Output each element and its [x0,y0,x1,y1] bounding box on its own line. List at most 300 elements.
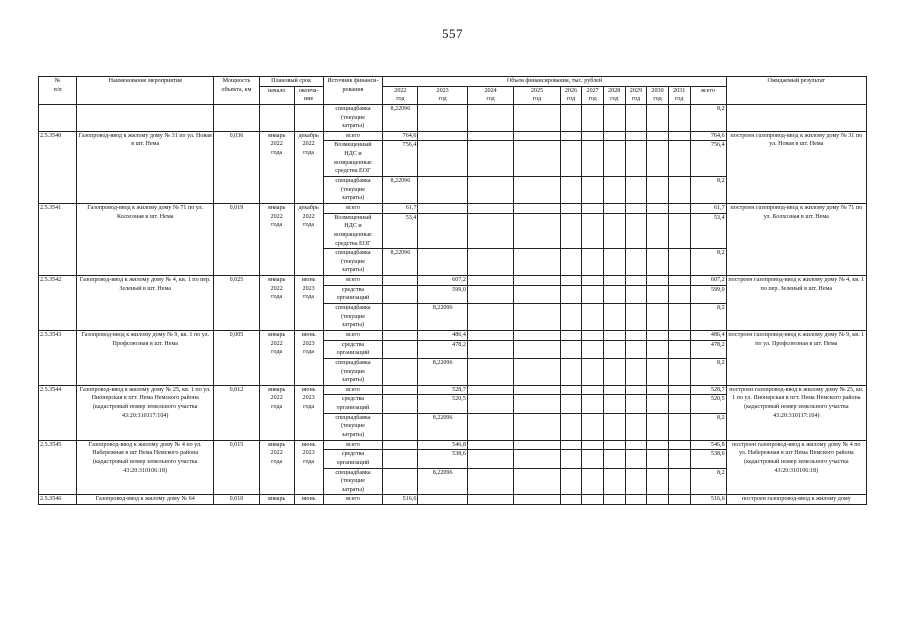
empty-cell [560,177,582,204]
empty-cell [514,213,560,249]
empty-cell [418,213,467,249]
total-cell: 53,4 [690,213,726,249]
empty-cell [603,131,625,141]
empty-cell [603,495,625,505]
empty-cell [647,104,669,131]
header-year: 2026 год [560,86,582,104]
record-start: январь 2022 года [259,276,294,331]
empty-cell [668,203,690,213]
header-year: 2022 год [383,86,418,104]
empty-cell [467,468,513,495]
empty-cell [560,468,582,495]
empty-cell [582,249,604,276]
header-year: 2025 год [514,86,560,104]
record-end: июнь [294,495,323,505]
empty-cell [467,395,513,413]
total-cell: 61,7 [690,203,726,213]
source-cell: средства организаций [323,450,383,468]
source-cell: средства организаций [323,395,383,413]
empty-cell [603,304,625,331]
header-year: 2028 год [603,86,625,104]
empty-cell [668,285,690,303]
empty-cell [294,104,323,131]
empty-cell [603,177,625,204]
header-funding: Объем финансирования, тыс. рублей [383,77,726,87]
empty-cell [582,468,604,495]
empty-cell [625,340,647,358]
header-year: 2024 год [467,86,513,104]
record-number: 2.5.3542 [39,276,77,331]
empty-cell [647,358,669,385]
empty-cell [668,413,690,440]
empty-cell [582,495,604,505]
source-cell: всего [323,495,383,505]
value-cell: 764,6 [383,131,418,141]
empty-cell [383,413,418,440]
empty-cell [668,450,690,468]
empty-cell [467,495,513,505]
empty-cell [603,285,625,303]
source-cell: всего [323,131,383,141]
table-row [39,203,867,213]
empty-cell [467,304,513,331]
source-cell: спецнадбавка (текущие затраты) [323,104,383,131]
source-cell: всего [323,385,383,395]
empty-cell [668,213,690,249]
empty-cell [383,340,418,358]
empty-cell [625,213,647,249]
empty-cell [647,440,669,450]
source-cell: средства организаций [323,285,383,303]
source-cell: Возмещенный НДС и возвращенные средства ЕОГ [323,141,383,177]
empty-cell [625,495,647,505]
empty-cell [467,413,513,440]
empty-cell [514,285,560,303]
header-name: Наименование мероприятия [77,77,214,105]
page-number: 557 [442,26,463,41]
empty-cell [668,131,690,141]
value-cell: 8,22096 [418,468,467,495]
record-start: январь 2022 года [259,385,294,440]
empty-cell [668,340,690,358]
empty-cell [514,141,560,177]
empty-cell [647,385,669,395]
record-number: 2.5.3544 [39,385,77,440]
source-cell: спецнадбавка (текущие затраты) [323,358,383,385]
empty-cell [603,276,625,286]
source-cell: всего [323,276,383,286]
empty-cell [603,413,625,440]
empty-cell [77,104,214,131]
record-name: Газопровод-ввод к жилому дому № 4, кв. 1 по пер. Зеленый в шт. Нема [77,276,214,331]
empty-cell [467,213,513,249]
empty-cell [647,203,669,213]
record-number: 2.5.3546 [39,495,77,505]
empty-cell [582,203,604,213]
empty-cell [560,276,582,286]
empty-cell [625,330,647,340]
empty-cell [668,468,690,495]
empty-cell [668,395,690,413]
empty-cell [582,450,604,468]
record-power: 0,012 [214,385,259,440]
empty-cell [560,131,582,141]
empty-cell [582,104,604,131]
value-cell: 8,22096 [418,413,467,440]
record-number: 2.5.3540 [39,131,77,203]
empty-cell [514,203,560,213]
total-cell: 8,2 [690,177,726,204]
empty-cell [560,358,582,385]
empty-cell [603,450,625,468]
table-row [39,104,867,131]
table-row [39,440,867,450]
empty-cell [582,385,604,395]
record-name: Газопровод-ввод к жилому дому № 71 по ул. Колхозная в шт. Нема [77,203,214,275]
record-number: 2.5.3543 [39,330,77,385]
empty-cell [383,468,418,495]
record-result: построен газопровод-ввод к жилому дому № 9, кв. 1 по ул. Профсоюзная в шт. Нема [726,330,866,385]
empty-cell [560,104,582,131]
empty-cell [647,495,669,505]
empty-cell [514,131,560,141]
total-cell: 8,2 [690,413,726,440]
record-number: 2.5.3541 [39,203,77,275]
header-num: № п/п [39,77,77,105]
record-result: построен газопровод-ввод к жилому дому № 4 по ул. Набережная в шт Нема Немского района (кадастровый номер земельного участка 43:20:310106:18) [726,440,866,495]
total-cell: 538,6 [690,450,726,468]
header-total: всего [690,86,726,104]
empty-cell [647,177,669,204]
funding-table [38,76,867,505]
empty-cell [582,285,604,303]
header-sources: Источник финанси- рования [323,77,383,105]
empty-cell [514,304,560,331]
value-cell: 599,0 [418,285,467,303]
empty-cell [647,131,669,141]
empty-cell [647,141,669,177]
empty-cell [467,104,513,131]
empty-cell [625,131,647,141]
record-start: январь 2022 года [259,440,294,495]
empty-cell [668,276,690,286]
source-cell: всего [323,330,383,340]
value-cell: 528,7 [418,385,467,395]
empty-cell [726,104,866,131]
empty-cell [514,276,560,286]
empty-cell [418,141,467,177]
empty-cell [647,450,669,468]
source-cell: всего [323,203,383,213]
empty-cell [467,450,513,468]
empty-cell [560,285,582,303]
empty-cell [603,213,625,249]
record-end: декабрь 2022 года [294,131,323,203]
empty-cell [582,413,604,440]
record-result: построен газопровод-ввод к жилому дому № 71 по ул. Колхозная в шт. Нема [726,203,866,275]
header-year: 2030 год [647,86,669,104]
empty-cell [625,249,647,276]
empty-cell [560,249,582,276]
empty-cell [603,203,625,213]
empty-cell [668,358,690,385]
empty-cell [603,104,625,131]
empty-cell [625,177,647,204]
record-name: Газопровод-ввод к жилому дому № 9, кв. 1 по ул. Профсоюзная в шт. Нема [77,330,214,385]
empty-cell [383,276,418,286]
value-cell: 8,22096 [383,104,418,131]
empty-cell [582,395,604,413]
record-name: Газопровод-ввод к жилому дому № 4 по ул. Набережная в шт Нема Немского района (кадастровый номер земельного участка 43:20:310106:18) [77,440,214,495]
empty-cell [603,358,625,385]
record-result: построен газопровод-ввод к жилому дому № 4, кв. 1 по пер. Зеленый в шт. Нема [726,276,866,331]
empty-cell [625,203,647,213]
empty-cell [582,131,604,141]
empty-cell [603,468,625,495]
empty-cell [514,104,560,131]
empty-cell [625,450,647,468]
value-cell: 516,6 [383,495,418,505]
record-name: Газопровод-ввод к жилому дому № 31 по ул. Новая в шт. Нема [77,131,214,203]
empty-cell [560,203,582,213]
empty-cell [467,440,513,450]
value-cell: 538,6 [418,450,467,468]
value-cell: 8,22096 [383,177,418,204]
empty-cell [625,385,647,395]
empty-cell [467,276,513,286]
record-power: 0,005 [214,330,259,385]
empty-cell [647,276,669,286]
header-power: Мощность объекта, км [214,77,259,105]
record-result: построен газопровод-ввод к жилому дому [726,495,866,505]
source-cell: всего [323,440,383,450]
empty-cell [560,141,582,177]
empty-cell [582,340,604,358]
total-cell: 486,4 [690,330,726,340]
empty-cell [514,177,560,204]
empty-cell [560,304,582,331]
record-name: Газопровод-ввод к жилому дому № 64 [77,495,214,505]
empty-cell [582,141,604,177]
empty-cell [467,385,513,395]
total-cell: 8,2 [690,468,726,495]
empty-cell [514,385,560,395]
empty-cell [625,285,647,303]
record-start: январь 2022 года [259,203,294,275]
source-cell: спецнадбавка (текущие затраты) [323,249,383,276]
record-power: 0,015 [214,440,259,495]
empty-cell [467,141,513,177]
empty-cell [668,495,690,505]
empty-cell [514,413,560,440]
record-end: декабрь 2022 года [294,203,323,275]
empty-cell [560,395,582,413]
value-cell: 756,4 [383,141,418,177]
value-cell: 8,22096 [418,304,467,331]
record-end: июнь 2023 года [294,440,323,495]
header-plan-term: Плановый срок [259,77,323,87]
empty-cell [418,104,467,131]
source-cell: спецнадбавка (текущие затраты) [323,468,383,495]
empty-cell [418,495,467,505]
empty-cell [647,395,669,413]
value-cell: 61,7 [383,203,418,213]
table-row [39,495,867,505]
empty-cell [467,330,513,340]
empty-cell [668,104,690,131]
empty-cell [560,495,582,505]
total-cell: 516,6 [690,495,726,505]
header-end: оконча- ние [294,86,323,104]
empty-cell [383,395,418,413]
empty-cell [668,141,690,177]
empty-cell [625,440,647,450]
empty-cell [383,450,418,468]
empty-cell [514,440,560,450]
value-cell: 607,2 [418,276,467,286]
empty-cell [467,249,513,276]
empty-cell [467,340,513,358]
total-cell: 528,7 [690,385,726,395]
empty-cell [647,413,669,440]
empty-cell [603,141,625,177]
empty-cell [467,203,513,213]
total-cell: 8,2 [690,358,726,385]
empty-cell [668,330,690,340]
source-cell: спецнадбавка (текущие затраты) [323,304,383,331]
empty-cell [647,330,669,340]
empty-cell [259,104,294,131]
empty-cell [514,249,560,276]
empty-cell [582,330,604,340]
empty-cell [383,304,418,331]
empty-cell [467,358,513,385]
record-start: январь 2022 года [259,131,294,203]
source-cell: спецнадбавка (текущие затраты) [323,413,383,440]
empty-cell [514,358,560,385]
empty-cell [625,358,647,385]
record-power: 0,036 [214,131,259,203]
header-start: начало [259,86,294,104]
total-cell: 8,2 [690,104,726,131]
empty-cell [603,440,625,450]
empty-cell [582,440,604,450]
record-start: январь [259,495,294,505]
header-result: Ожидаемый результат [726,77,866,105]
empty-cell [582,358,604,385]
source-cell: средства организаций [323,340,383,358]
empty-cell [625,395,647,413]
empty-cell [625,413,647,440]
total-cell: 764,6 [690,131,726,141]
empty-cell [418,131,467,141]
empty-cell [560,450,582,468]
empty-cell [418,203,467,213]
table-row [39,385,867,395]
empty-cell [647,304,669,331]
record-start: январь 2022 года [259,330,294,385]
value-cell: 8,22096 [418,358,467,385]
empty-cell [383,385,418,395]
empty-cell [514,340,560,358]
value-cell: 520,5 [418,395,467,413]
total-cell: 546,8 [690,440,726,450]
empty-cell [560,213,582,249]
empty-cell [603,249,625,276]
empty-cell [647,285,669,303]
table-row [39,330,867,340]
total-cell: 478,2 [690,340,726,358]
record-power: 0,010 [214,495,259,505]
record-end: июнь 2023 года [294,385,323,440]
record-end: июнь 2023 года [294,276,323,331]
empty-cell [668,440,690,450]
empty-cell [625,276,647,286]
empty-cell [418,249,467,276]
record-result: построен газопровод-ввод к жилому дому № 25, кв. 1 по ул. Пионерская в пгт. Нема Немского района (кадастровый номер земельного участка 43:20:310117:104) [726,385,866,440]
header-year: 2027 год [582,86,604,104]
table-body [39,104,867,504]
empty-cell [514,468,560,495]
source-cell: спецнадбавка (текущие затраты) [323,177,383,204]
total-cell: 520,5 [690,395,726,413]
empty-cell [514,450,560,468]
record-result: построен газопровод-ввод к жилому дому № 31 по ул. Новая в шт. Нема [726,131,866,203]
empty-cell [668,177,690,204]
empty-cell [582,177,604,204]
empty-cell [582,213,604,249]
empty-cell [625,468,647,495]
record-end: июнь 2023 года [294,330,323,385]
empty-cell [467,285,513,303]
empty-cell [647,213,669,249]
record-name: Газопровод-ввод к жилому дому № 25, кв. 1 по ул. Пионерская в пгт. Нема Немского района (кадастровый номер земельного участка 43:20:310117:104) [77,385,214,440]
empty-cell [603,340,625,358]
empty-cell [467,177,513,204]
empty-cell [603,395,625,413]
empty-cell [603,330,625,340]
total-cell: 599,0 [690,285,726,303]
empty-cell [560,330,582,340]
empty-cell [383,330,418,340]
empty-cell [514,495,560,505]
empty-cell [418,177,467,204]
value-cell: 486,4 [418,330,467,340]
empty-cell [560,340,582,358]
empty-cell [383,358,418,385]
table-row [39,276,867,286]
header-year: 2029 год [625,86,647,104]
empty-cell [582,304,604,331]
total-cell: 607,2 [690,276,726,286]
empty-cell [647,468,669,495]
record-power: 0,025 [214,276,259,331]
value-cell: 53,4 [383,213,418,249]
empty-cell [625,141,647,177]
record-number: 2.5.3545 [39,440,77,495]
value-cell: 546,8 [418,440,467,450]
value-cell: 8,22096 [383,249,418,276]
empty-cell [560,385,582,395]
total-cell: 756,4 [690,141,726,177]
empty-cell [668,304,690,331]
empty-cell [647,249,669,276]
header-year: 2023 год [418,86,467,104]
record-power: 0,019 [214,203,259,275]
empty-cell [514,395,560,413]
total-cell: 8,2 [690,249,726,276]
empty-cell [560,413,582,440]
